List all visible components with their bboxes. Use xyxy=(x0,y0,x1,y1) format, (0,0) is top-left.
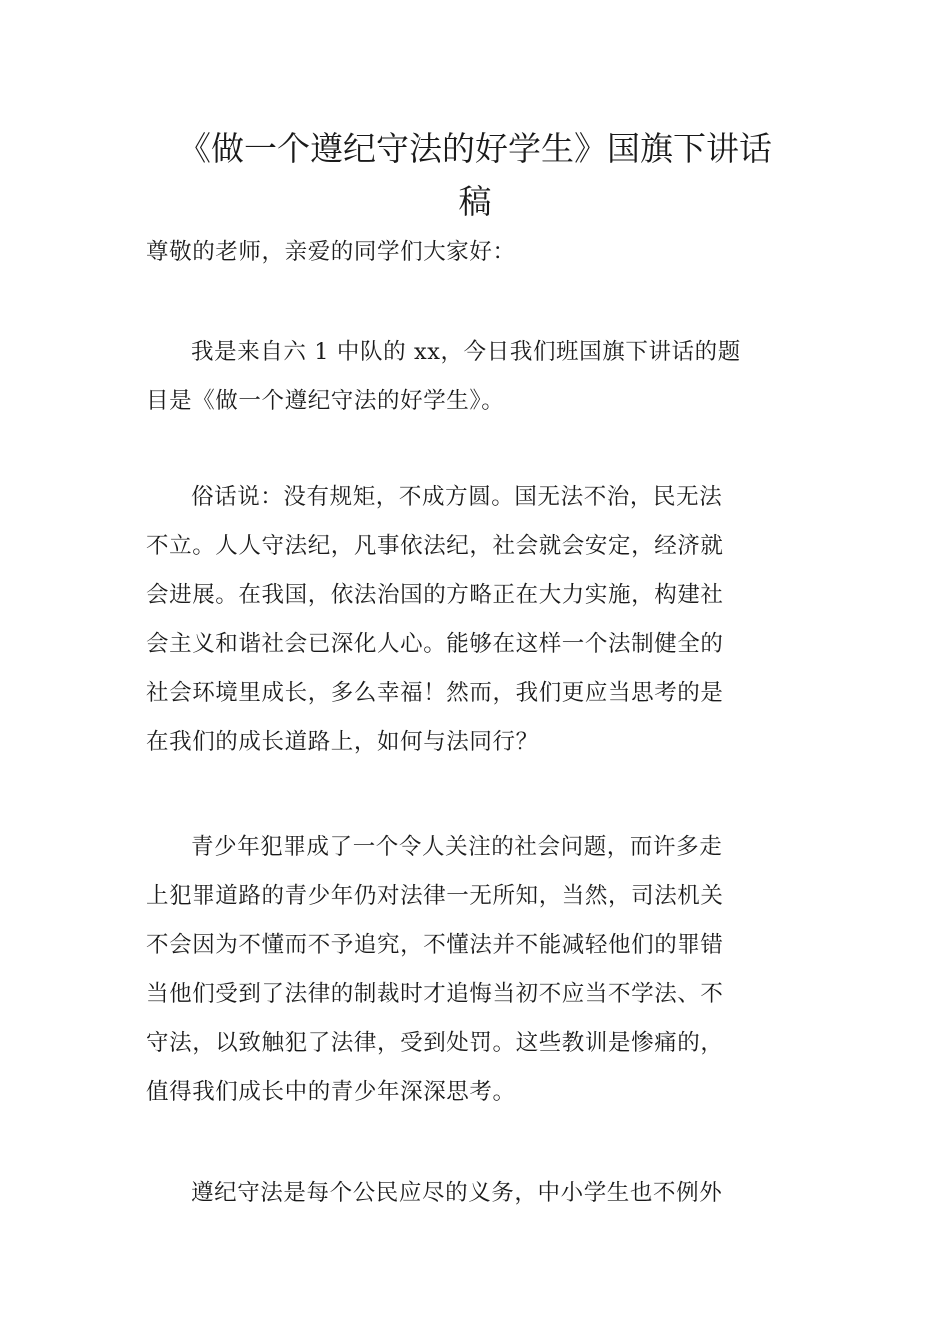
paragraph-line: 在我们的成长道路上，如何与法同行？ xyxy=(146,729,539,755)
paragraph-line: 俗话说：没有规矩，不成方圆。国无法不治，民无法 xyxy=(191,484,723,510)
paragraph-1 xyxy=(146,328,810,426)
title-line-2: 稿 xyxy=(458,182,492,221)
paragraph-line: 不会因为不懂而不予追究，不懂法并不能减轻他们的罪错 xyxy=(146,932,724,958)
paragraph-line: 会主义和谐社会已深化人心。能够在这样一个法制健全的 xyxy=(146,631,724,657)
paragraph-2 xyxy=(146,473,810,767)
paragraph-line: 青少年犯罪成了一个令人关注的社会问题，而许多走 xyxy=(191,834,723,860)
paragraph-line: 我是来自六 1 中队的 xx，今日我们班国旗下讲话的题 xyxy=(191,339,741,365)
title-line-1: 《做一个遵纪守法的好学生》国旗下讲话 xyxy=(178,129,772,168)
paragraph-line: 社会环境里成长，多么幸福！然而，我们更应当思考的是 xyxy=(146,680,724,706)
paragraph-line: 不立。人人守法纪，凡事依法纪，社会就会安定，经济就 xyxy=(146,533,724,559)
paragraph-3 xyxy=(146,823,810,1117)
paragraph-line: 值得我们成长中的青少年深深思考。 xyxy=(146,1079,516,1105)
paragraph-line: 遵纪守法是每个公民应尽的义务，中小学生也不例外 xyxy=(191,1180,723,1206)
paragraph-line: 会进展。在我国，依法治国的方略正在大力实施，构建社 xyxy=(146,582,724,608)
paragraph-line: 守法，以致触犯了法律，受到处罚。这些教训是惨痛的， xyxy=(146,1030,724,1056)
paragraph-4 xyxy=(146,1169,810,1218)
paragraph-line: 当他们受到了法律的制裁时才追悔当初不应当不学法、不 xyxy=(146,981,724,1007)
paragraph-line: 目是《做一个遵纪守法的好学生》。 xyxy=(146,388,505,414)
paragraph-line: 上犯罪道路的青少年仍对法律一无所知，当然，司法机关 xyxy=(146,883,724,909)
document-title xyxy=(100,122,850,228)
greeting-line: 尊敬的老师，亲爱的同学们大家好： xyxy=(146,239,516,265)
